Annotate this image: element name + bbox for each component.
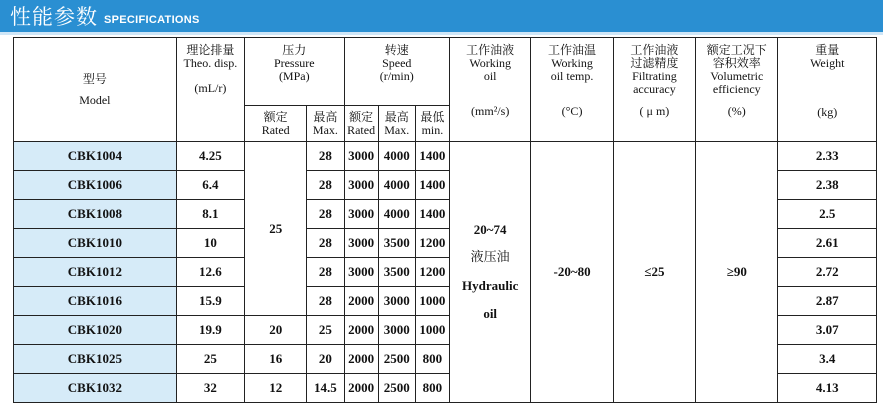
cell-s-min: 1200 (415, 229, 449, 258)
cell-s-rated: 3000 (344, 229, 378, 258)
cell-p-rated: 16 (245, 345, 307, 374)
cell-s-rated: 3000 (344, 142, 378, 171)
cell-s-max: 4000 (378, 142, 415, 171)
cell-p-max: 28 (307, 258, 344, 287)
cell-p-max: 25 (307, 316, 344, 345)
cell-s-max: 4000 (378, 200, 415, 229)
cell-pressure-rated-group: 25 (245, 142, 307, 316)
header-displacement: 理论排量 Theo. disp. (mL/r) (176, 38, 244, 142)
cell-s-min: 1200 (415, 258, 449, 287)
cell-s-min: 1000 (415, 316, 449, 345)
cell-model: CBK1020 (14, 316, 177, 345)
oil-type-en1: Hydraulic (462, 278, 519, 293)
cell-s-rated: 3000 (344, 200, 378, 229)
cell-model: CBK1010 (14, 229, 177, 258)
cell-p-max: 14.5 (307, 374, 344, 403)
header-temp: 工作油温 Working oil temp. (°C) (531, 38, 613, 142)
cell-s-max: 2500 (378, 374, 415, 403)
cell-p-max: 20 (307, 345, 344, 374)
header-speed-max: 最高 Max. (378, 106, 415, 142)
header-speed-rated: 额定 Rated (344, 106, 378, 142)
cell-s-rated: 3000 (344, 171, 378, 200)
oil-type-en2: oil (483, 306, 498, 321)
cell-disp: 12.6 (176, 258, 244, 287)
cell-p-max: 28 (307, 142, 344, 171)
cell-weight: 2.61 (778, 229, 877, 258)
header-pressure-max: 最高 Max. (307, 106, 344, 142)
cell-s-max: 3000 (378, 316, 415, 345)
cell-s-rated: 2000 (344, 287, 378, 316)
header-efficiency: 额定工况下 容积效率 Volumetric efficiency (%) (696, 38, 778, 142)
header-oil: 工作油液 Working oil (mm²/s) (450, 38, 531, 142)
cell-weight: 2.87 (778, 287, 877, 316)
header-model: 型号 Model (14, 38, 177, 142)
cell-s-max: 2500 (378, 345, 415, 374)
header-pressure-rated: 额定 Rated (245, 106, 307, 142)
cell-weight: 3.07 (778, 316, 877, 345)
cell-efficiency: ≥90 (696, 142, 778, 403)
cell-model: CBK1006 (14, 171, 177, 200)
cell-p-max: 28 (307, 229, 344, 258)
cell-s-min: 1400 (415, 200, 449, 229)
cell-s-max: 3500 (378, 229, 415, 258)
cell-weight: 2.38 (778, 171, 877, 200)
header-filter: 工作油液 过滤精度 Filtrating accuracy ( μ m) (613, 38, 695, 142)
spec-table-body (14, 142, 877, 403)
cell-model: CBK1008 (14, 200, 177, 229)
cell-model: CBK1012 (14, 258, 177, 287)
cell-disp: 8.1 (176, 200, 244, 229)
header-speed-min: 最低 min. (415, 106, 449, 142)
cell-p-rated: 20 (245, 316, 307, 345)
cell-s-rated: 2000 (344, 374, 378, 403)
spec-table (13, 37, 877, 403)
cell-disp: 10 (176, 229, 244, 258)
cell-temp: -20~80 (531, 142, 613, 403)
cell-weight: 2.72 (778, 258, 877, 287)
cell-s-rated: 2000 (344, 316, 378, 345)
header-weight: 重量 Weight (kg) (778, 38, 877, 142)
cell-s-min: 1000 (415, 287, 449, 316)
cell-weight: 2.5 (778, 200, 877, 229)
cell-disp: 4.25 (176, 142, 244, 171)
cell-disp: 32 (176, 374, 244, 403)
banner-underline (0, 32, 883, 35)
cell-s-min: 800 (415, 345, 449, 374)
table-row (14, 142, 877, 171)
cell-disp: 19.9 (176, 316, 244, 345)
cell-weight: 4.13 (778, 374, 877, 403)
section-title-cn: 性能参数 (10, 5, 98, 29)
cell-filter: ≤25 (613, 142, 695, 403)
cell-p-max: 28 (307, 200, 344, 229)
oil-type-cn: 液压油 (470, 250, 510, 265)
cell-p-max: 28 (307, 287, 344, 316)
cell-model: CBK1025 (14, 345, 177, 374)
cell-s-rated: 2000 (344, 345, 378, 374)
cell-s-min: 800 (415, 374, 449, 403)
cell-oil (450, 142, 531, 403)
cell-disp: 25 (176, 345, 244, 374)
oil-viscosity: 20~74 (473, 222, 507, 237)
cell-model: CBK1016 (14, 287, 177, 316)
cell-disp: 6.4 (176, 171, 244, 200)
cell-model: CBK1032 (14, 374, 177, 403)
header-speed: 转速 Speed (r/min) (344, 38, 450, 106)
cell-s-min: 1400 (415, 142, 449, 171)
cell-disp: 15.9 (176, 287, 244, 316)
cell-s-max: 3000 (378, 287, 415, 316)
cell-weight: 2.33 (778, 142, 877, 171)
section-banner (0, 0, 883, 32)
cell-p-max: 28 (307, 171, 344, 200)
cell-weight: 3.4 (778, 345, 877, 374)
section-title-en: SPECIFICATIONS (104, 14, 200, 26)
header-pressure: 压力 Pressure (MPa) (245, 38, 344, 106)
cell-model: CBK1004 (14, 142, 177, 171)
cell-s-rated: 3000 (344, 258, 378, 287)
cell-s-max: 4000 (378, 171, 415, 200)
cell-p-rated: 12 (245, 374, 307, 403)
cell-s-max: 3500 (378, 258, 415, 287)
cell-s-min: 1400 (415, 171, 449, 200)
